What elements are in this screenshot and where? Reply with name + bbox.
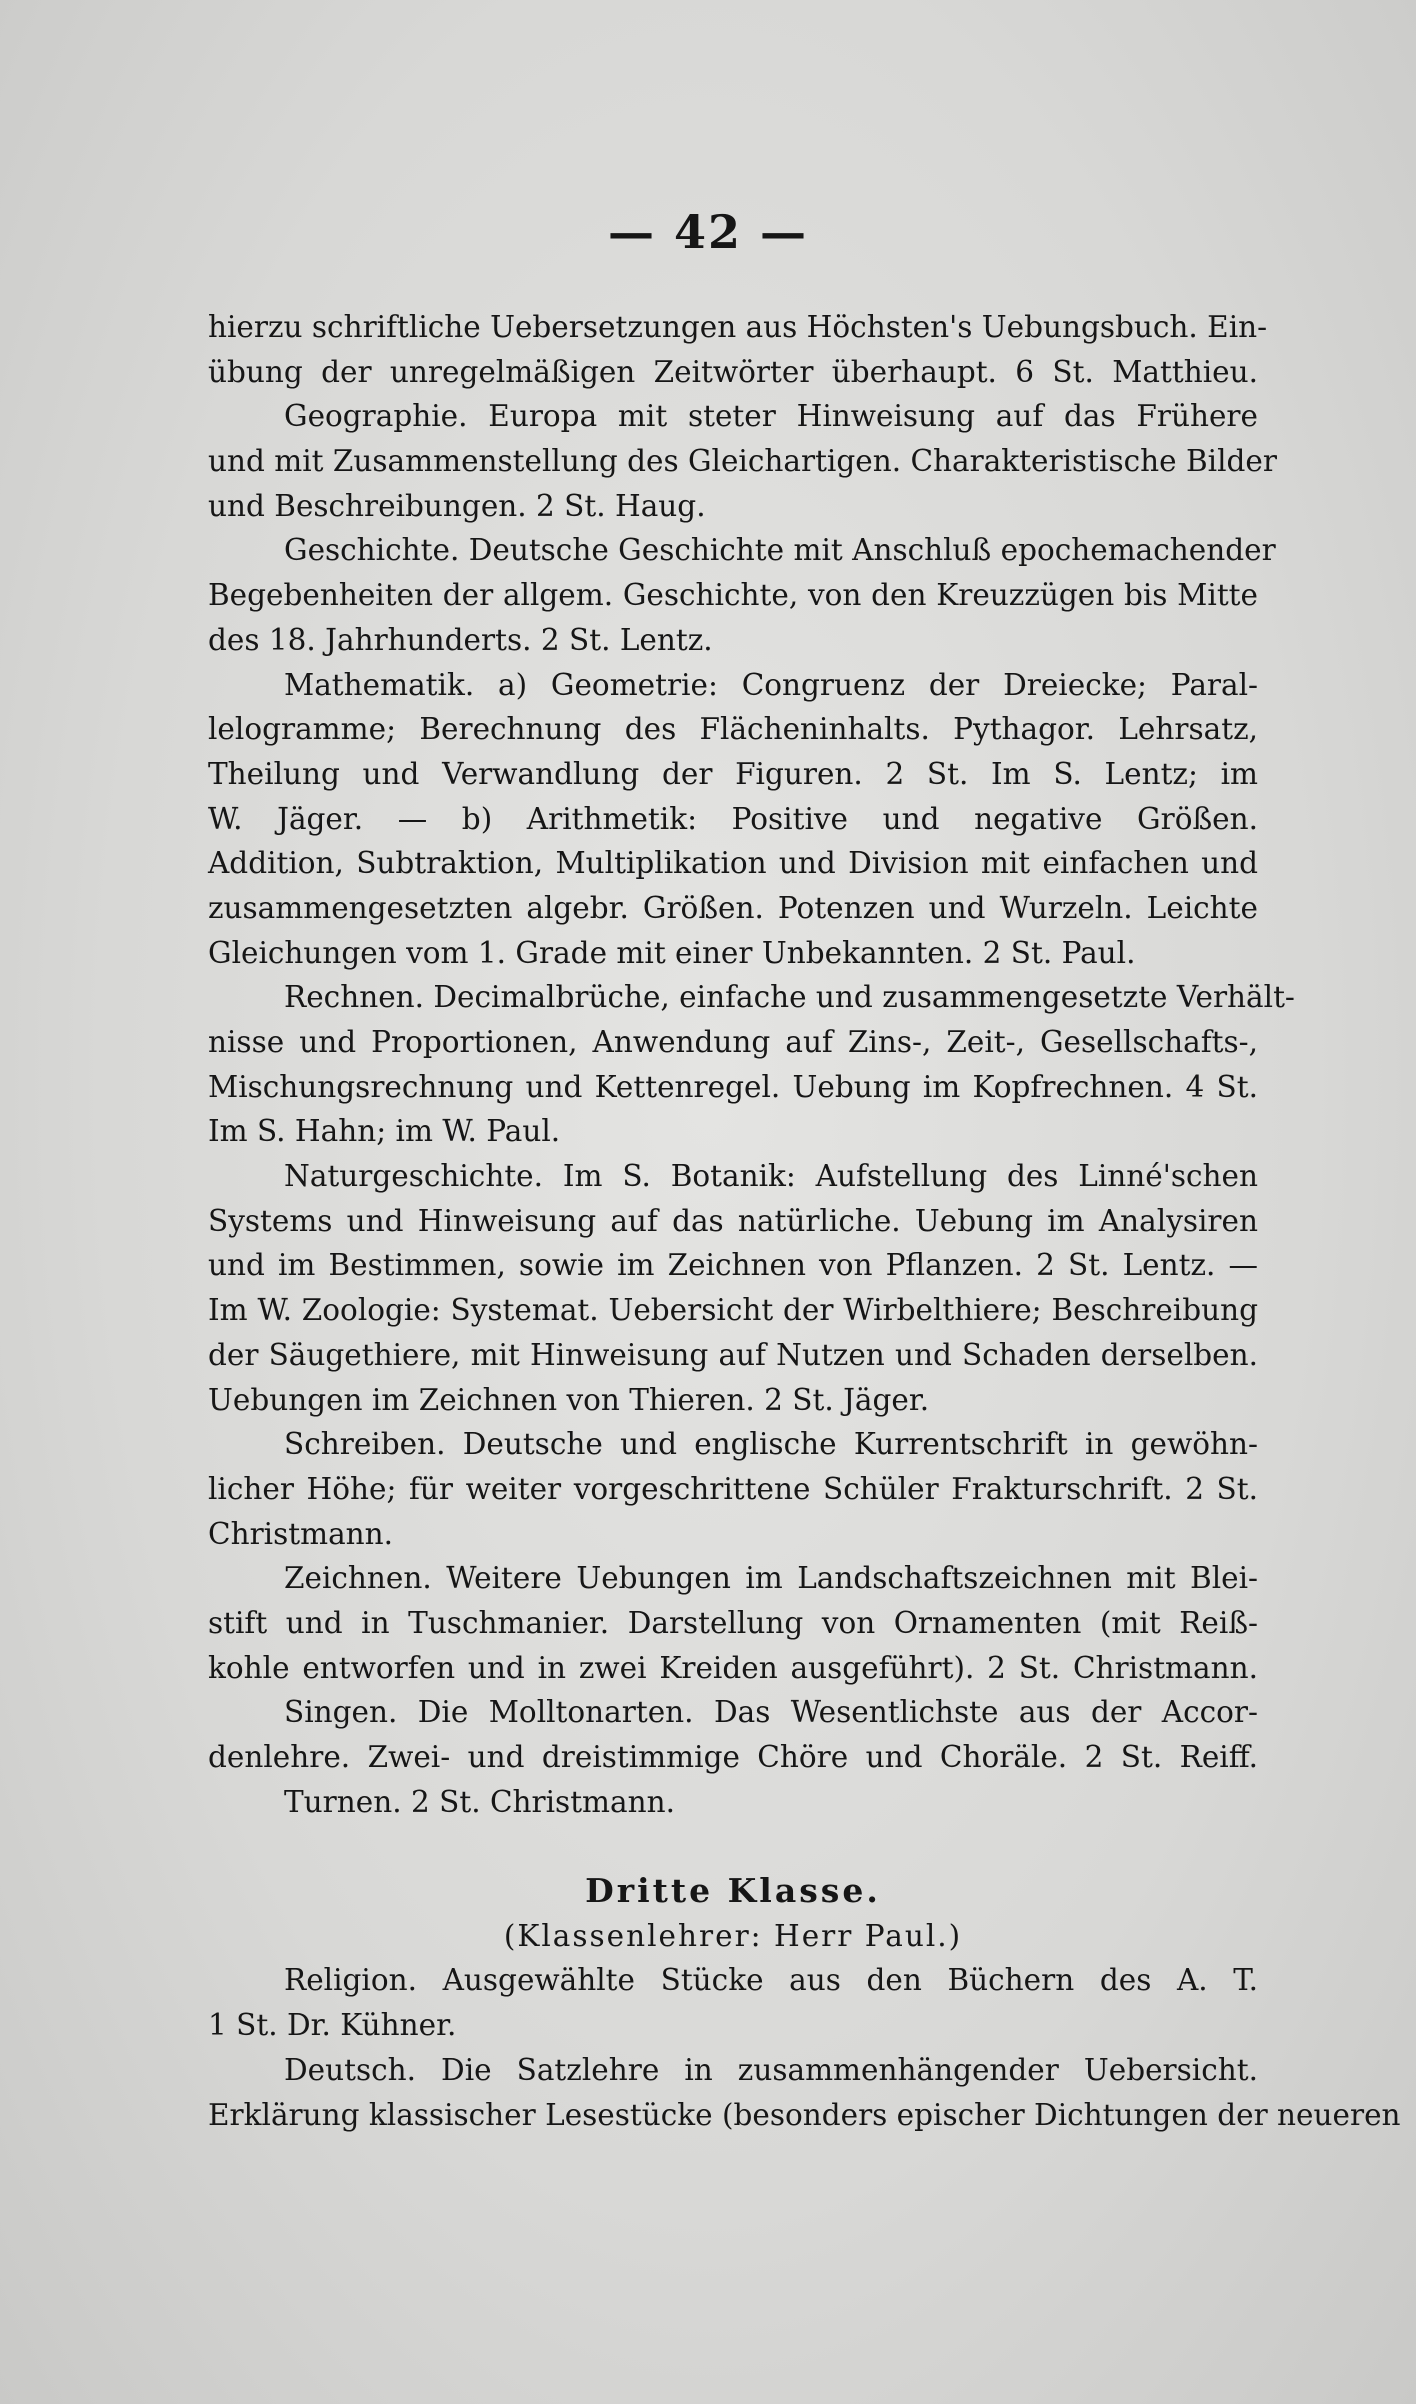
text-line: Singen. Die Molltonarten. Das Wesentlichste aus der Accor- (284, 1695, 1258, 1730)
text-line: Turnen. 2 St. Christmann. (284, 1784, 675, 1819)
text-line: licher Höhe; für weiter vorgeschrittene Schüler Frakturschrift. 2 St. (208, 1471, 1258, 1506)
text-line: hierzu schriftliche Uebersetzungen aus Höchsten's Uebungsbuch. Ein- (208, 310, 1268, 344)
text-line: Religion. Ausgewählte Stücke aus den Büchern des A. T. (284, 1963, 1258, 1998)
text-line (208, 1824, 1258, 1869)
text-line: Im S. Hahn; im W. Paul. (208, 1114, 561, 1149)
text-line: denlehre. Zwei- und dreistimmige Chöre und Choräle. 2 St. Reiff. (208, 1740, 1258, 1774)
text-line: Uebungen im Zeichnen von Thieren. 2 St. Jäger. (208, 1382, 930, 1417)
section-heading: Dritte Klasse. (585, 1871, 881, 1911)
text-line: lelogramme; Berechnung des Flächeninhalts. Pythagor. Lehrsatz, (208, 712, 1258, 747)
text-line: Theilung und Verwandlung der Figuren. 2 St. Im S. Lentz; im (208, 756, 1258, 791)
text-line: zusammengesetzten algebr. Größen. Potenzen und Wurzeln. Leichte (208, 890, 1258, 925)
text-line: Deutsch. Die Satzlehre in zusammenhängender Uebersicht. (284, 2052, 1258, 2087)
text-line: und Beschreibungen. 2 St. Haug. (208, 488, 706, 523)
text-line: übung der unregelmäßigen Zeitwörter überhaupt. 6 St. Matthieu. (208, 354, 1258, 389)
text-line: stift und in Tuschmanier. Darstellung von Ornamenten (mit Reiß- (208, 1605, 1258, 1640)
text-line: und mit Zusammenstellung des Gleichartigen. Charakteristische Bilder (208, 444, 1277, 479)
text-line: kohle entworfen und in zwei Kreiden ausgeführt). 2 St. Christmann. (208, 1650, 1258, 1685)
text-line: Geschichte. Deutsche Geschichte mit Anschluß epochemachender (284, 533, 1276, 568)
text-line: und im Bestimmen, sowie im Zeichnen von Pflanzen. 2 St. Lentz. — (208, 1248, 1258, 1283)
page-number: — 42 — (607, 205, 809, 259)
text-line: Begebenheiten der allgem. Geschichte, von den Kreuzzügen bis Mitte (208, 578, 1258, 613)
text-line: 1 St. Dr. Kühner. (208, 2008, 457, 2043)
text-line: Addition, Subtraktion, Multiplikation und Division mit einfachen und (208, 846, 1258, 881)
text-line: Im W. Zoologie: Systemat. Uebersicht der Wirbelthiere; Beschreibung (208, 1293, 1258, 1328)
text-line: Zeichnen. Weitere Uebungen im Landschaftszeichnen mit Blei- (284, 1561, 1258, 1596)
text-line: Naturgeschichte. Im S. Botanik: Aufstellung des Linné'schen (284, 1159, 1258, 1194)
text-line: Gleichungen vom 1. Grade mit einer Unbekannten. 2 St. Paul. (208, 935, 1136, 970)
text-line: Mischungsrechnung und Kettenregel. Uebung im Kopfrechnen. 4 St. (208, 1069, 1258, 1104)
text-line: Rechnen. Decimalbrüche, einfache und zusammengesetzte Verhält- (284, 980, 1295, 1015)
body-text (208, 305, 1401, 2137)
text-line: (Klassenlehrer: Herr Paul.) (503, 1918, 963, 1953)
text-line: Christmann. (208, 1516, 394, 1551)
text-line: nisse und Proportionen, Anwendung auf Zins-, Zeit-, Gesellschafts-, (208, 1025, 1258, 1059)
text-line: des 18. Jahrhunderts. 2 St. Lentz. (208, 622, 713, 657)
text-line: Schreiben. Deutsche und englische Kurrentschrift in gewöhn- (284, 1427, 1258, 1462)
text-line: der Säugethiere, mit Hinweisung auf Nutzen und Schaden derselben. (208, 1337, 1258, 1372)
text-line: Systems und Hinweisung auf das natürliche. Uebung im Analysiren (208, 1203, 1258, 1238)
text-line: Erklärung klassischer Lesestücke (besonders epischer Dichtungen der neueren (208, 2097, 1401, 2132)
text-line: Geographie. Europa mit steter Hinweisung auf das Frühere (284, 399, 1258, 434)
text-line: Mathematik. a) Geometrie: Congruenz der Dreiecke; Paral- (284, 667, 1258, 702)
text-line: W. Jäger. — b) Arithmetik: Positive und negative Größen. (208, 801, 1258, 836)
